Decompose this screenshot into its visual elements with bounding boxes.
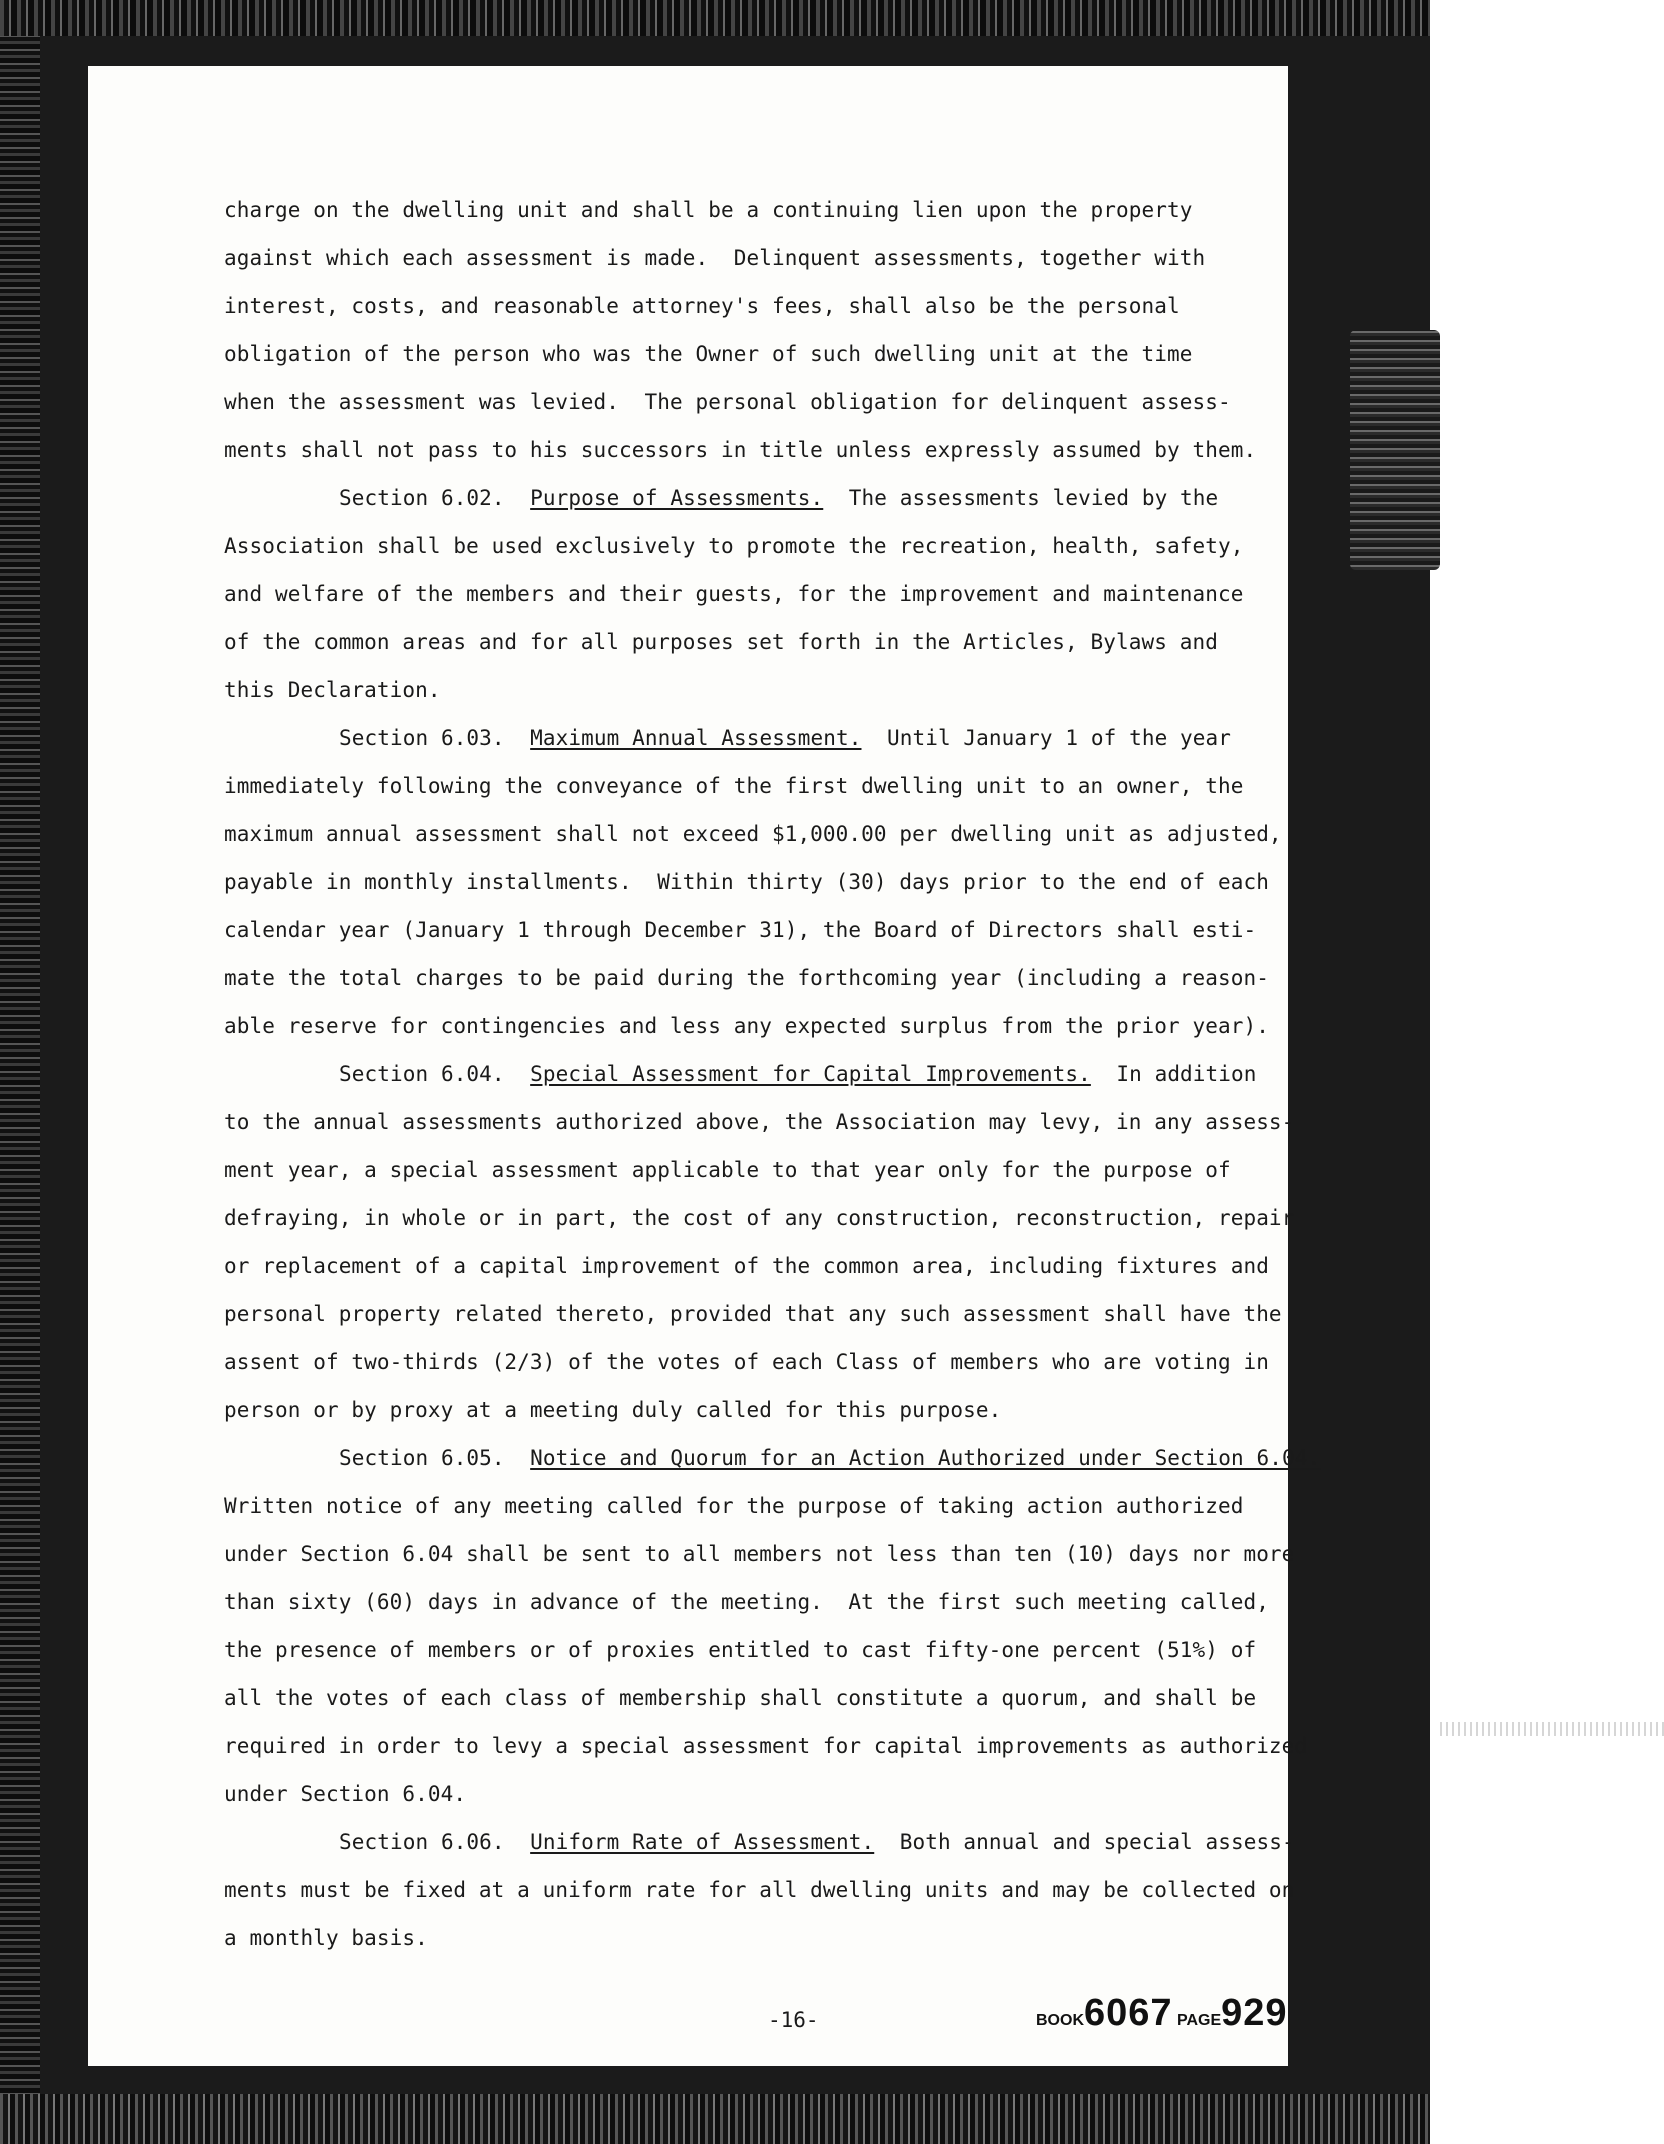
section-heading: Notice and Quorum for an Action Authorized under Section 6.04. <box>530 1446 1321 1470</box>
text-line: than sixty (60) days in advance of the meeting. At the first such meeting called, <box>224 1590 1269 1614</box>
section-heading: Special Assessment for Capital Improvements. <box>530 1062 1091 1086</box>
text-line: mate the total charges to be paid during the forthcoming year (including a reason- <box>224 966 1269 990</box>
section-lead-text: Both annual and special assess- <box>874 1830 1295 1854</box>
section-heading: Purpose of Assessments. <box>530 486 824 510</box>
page-reference: 929 <box>1221 1992 1288 2034</box>
document-body <box>224 186 1321 1962</box>
text-line <box>224 474 1284 522</box>
text-line: all the votes of each class of membership shall constitute a quorum, and shall be <box>224 1686 1257 1710</box>
text-line <box>224 1818 1295 1866</box>
book-label: BOOK <box>1036 2012 1084 2029</box>
section-lead-text: The assessments levied by the <box>823 486 1219 510</box>
text-line: Written notice of any meeting called for the purpose of taking action authorized <box>224 1494 1244 1518</box>
text-line: under Section 6.04. <box>224 1782 467 1806</box>
text-line: a monthly basis. <box>224 1926 428 1950</box>
scan-noise-top <box>0 0 1430 36</box>
text-line: person or by proxy at a meeting duly called for this purpose. <box>224 1398 1002 1422</box>
text-line: immediately following the conveyance of the first dwelling unit to an owner, the <box>224 774 1244 798</box>
text-line: able reserve for contingencies and less any expected surplus from the prior year). <box>224 1014 1269 1038</box>
text-line <box>224 714 1284 762</box>
text-line: this Declaration. <box>224 678 441 702</box>
book-number: 6067 <box>1084 1992 1173 2034</box>
text-line: interest, costs, and reasonable attorney's fees, shall also be the personal <box>224 294 1180 318</box>
text-line: against which each assessment is made. Delinquent assessments, together with <box>224 246 1206 270</box>
section-number: Section 6.05. <box>339 1446 531 1470</box>
scan-noise-bottom <box>0 2094 1430 2144</box>
text-line: the presence of members or of proxies entitled to cast fifty-one percent (51%) of <box>224 1638 1257 1662</box>
text-line: payable in monthly installments. Within thirty (30) days prior to the end of each <box>224 870 1269 894</box>
text-line: assent of two-thirds (2/3) of the votes of each Class of members who are voting in <box>224 1350 1269 1374</box>
page-number: -16- <box>768 2008 819 2032</box>
text-line: under Section 6.04 shall be sent to all members not less than ten (10) days nor more <box>224 1542 1295 1566</box>
section-number: Section 6.03. <box>339 726 531 750</box>
text-line: defraying, in whole or in part, the cost of any construction, reconstruction, repair <box>224 1206 1295 1230</box>
section-heading: Uniform Rate of Assessment. <box>530 1830 875 1854</box>
text-line: and welfare of the members and their guests, for the improvement and maintenance <box>224 582 1244 606</box>
text-line <box>224 1050 1284 1098</box>
text-line: calendar year (January 1 through December 31), the Board of Directors shall esti- <box>224 918 1257 942</box>
text-line: of the common areas and for all purposes set forth in the Articles, Bylaws and <box>224 630 1218 654</box>
text-line: ment year, a special assessment applicable to that year only for the purpose of <box>224 1158 1231 1182</box>
text-line: personal property related thereto, provided that any such assessment shall have the <box>224 1302 1282 1326</box>
section-number: Section 6.02. <box>339 486 531 510</box>
text-line: or replacement of a capital improvement of the common area, including fixtures and <box>224 1254 1269 1278</box>
scan-noise-left <box>0 0 40 2144</box>
text-line: obligation of the person who was the Owner of such dwelling unit at the time <box>224 342 1193 366</box>
section-lead-text: Until January 1 of the year <box>861 726 1232 750</box>
text-line: required in order to levy a special assessment for capital improvements as authorized <box>224 1734 1308 1758</box>
section-number: Section 6.04. <box>339 1062 531 1086</box>
section-heading: Maximum Annual Assessment. <box>530 726 862 750</box>
text-line: ments shall not pass to his successors in title unless expressly assumed by them. <box>224 438 1257 462</box>
scan-smudge <box>1440 1722 1664 1736</box>
text-line <box>224 1434 1321 1482</box>
text-line: when the assessment was levied. The personal obligation for delinquent assess- <box>224 390 1231 414</box>
page-label: PAGE <box>1177 2012 1222 2029</box>
text-line: ments must be fixed at a uniform rate for all dwelling units and may be collected on <box>224 1878 1295 1902</box>
section-number: Section 6.06. <box>339 1830 531 1854</box>
binder-tab-mark <box>1350 330 1440 570</box>
book-page-stamp <box>1036 1992 1288 2035</box>
document-page <box>88 66 1321 2066</box>
text-line: charge on the dwelling unit and shall be a continuing lien upon the property <box>224 198 1193 222</box>
text-line: to the annual assessments authorized above, the Association may levy, in any assess- <box>224 1110 1295 1134</box>
text-line: Association shall be used exclusively to promote the recreation, health, safety, <box>224 534 1244 558</box>
text-line: maximum annual assessment shall not exceed $1,000.00 per dwelling unit as adjusted, <box>224 822 1282 846</box>
section-lead-text: In addition <box>1090 1062 1257 1086</box>
